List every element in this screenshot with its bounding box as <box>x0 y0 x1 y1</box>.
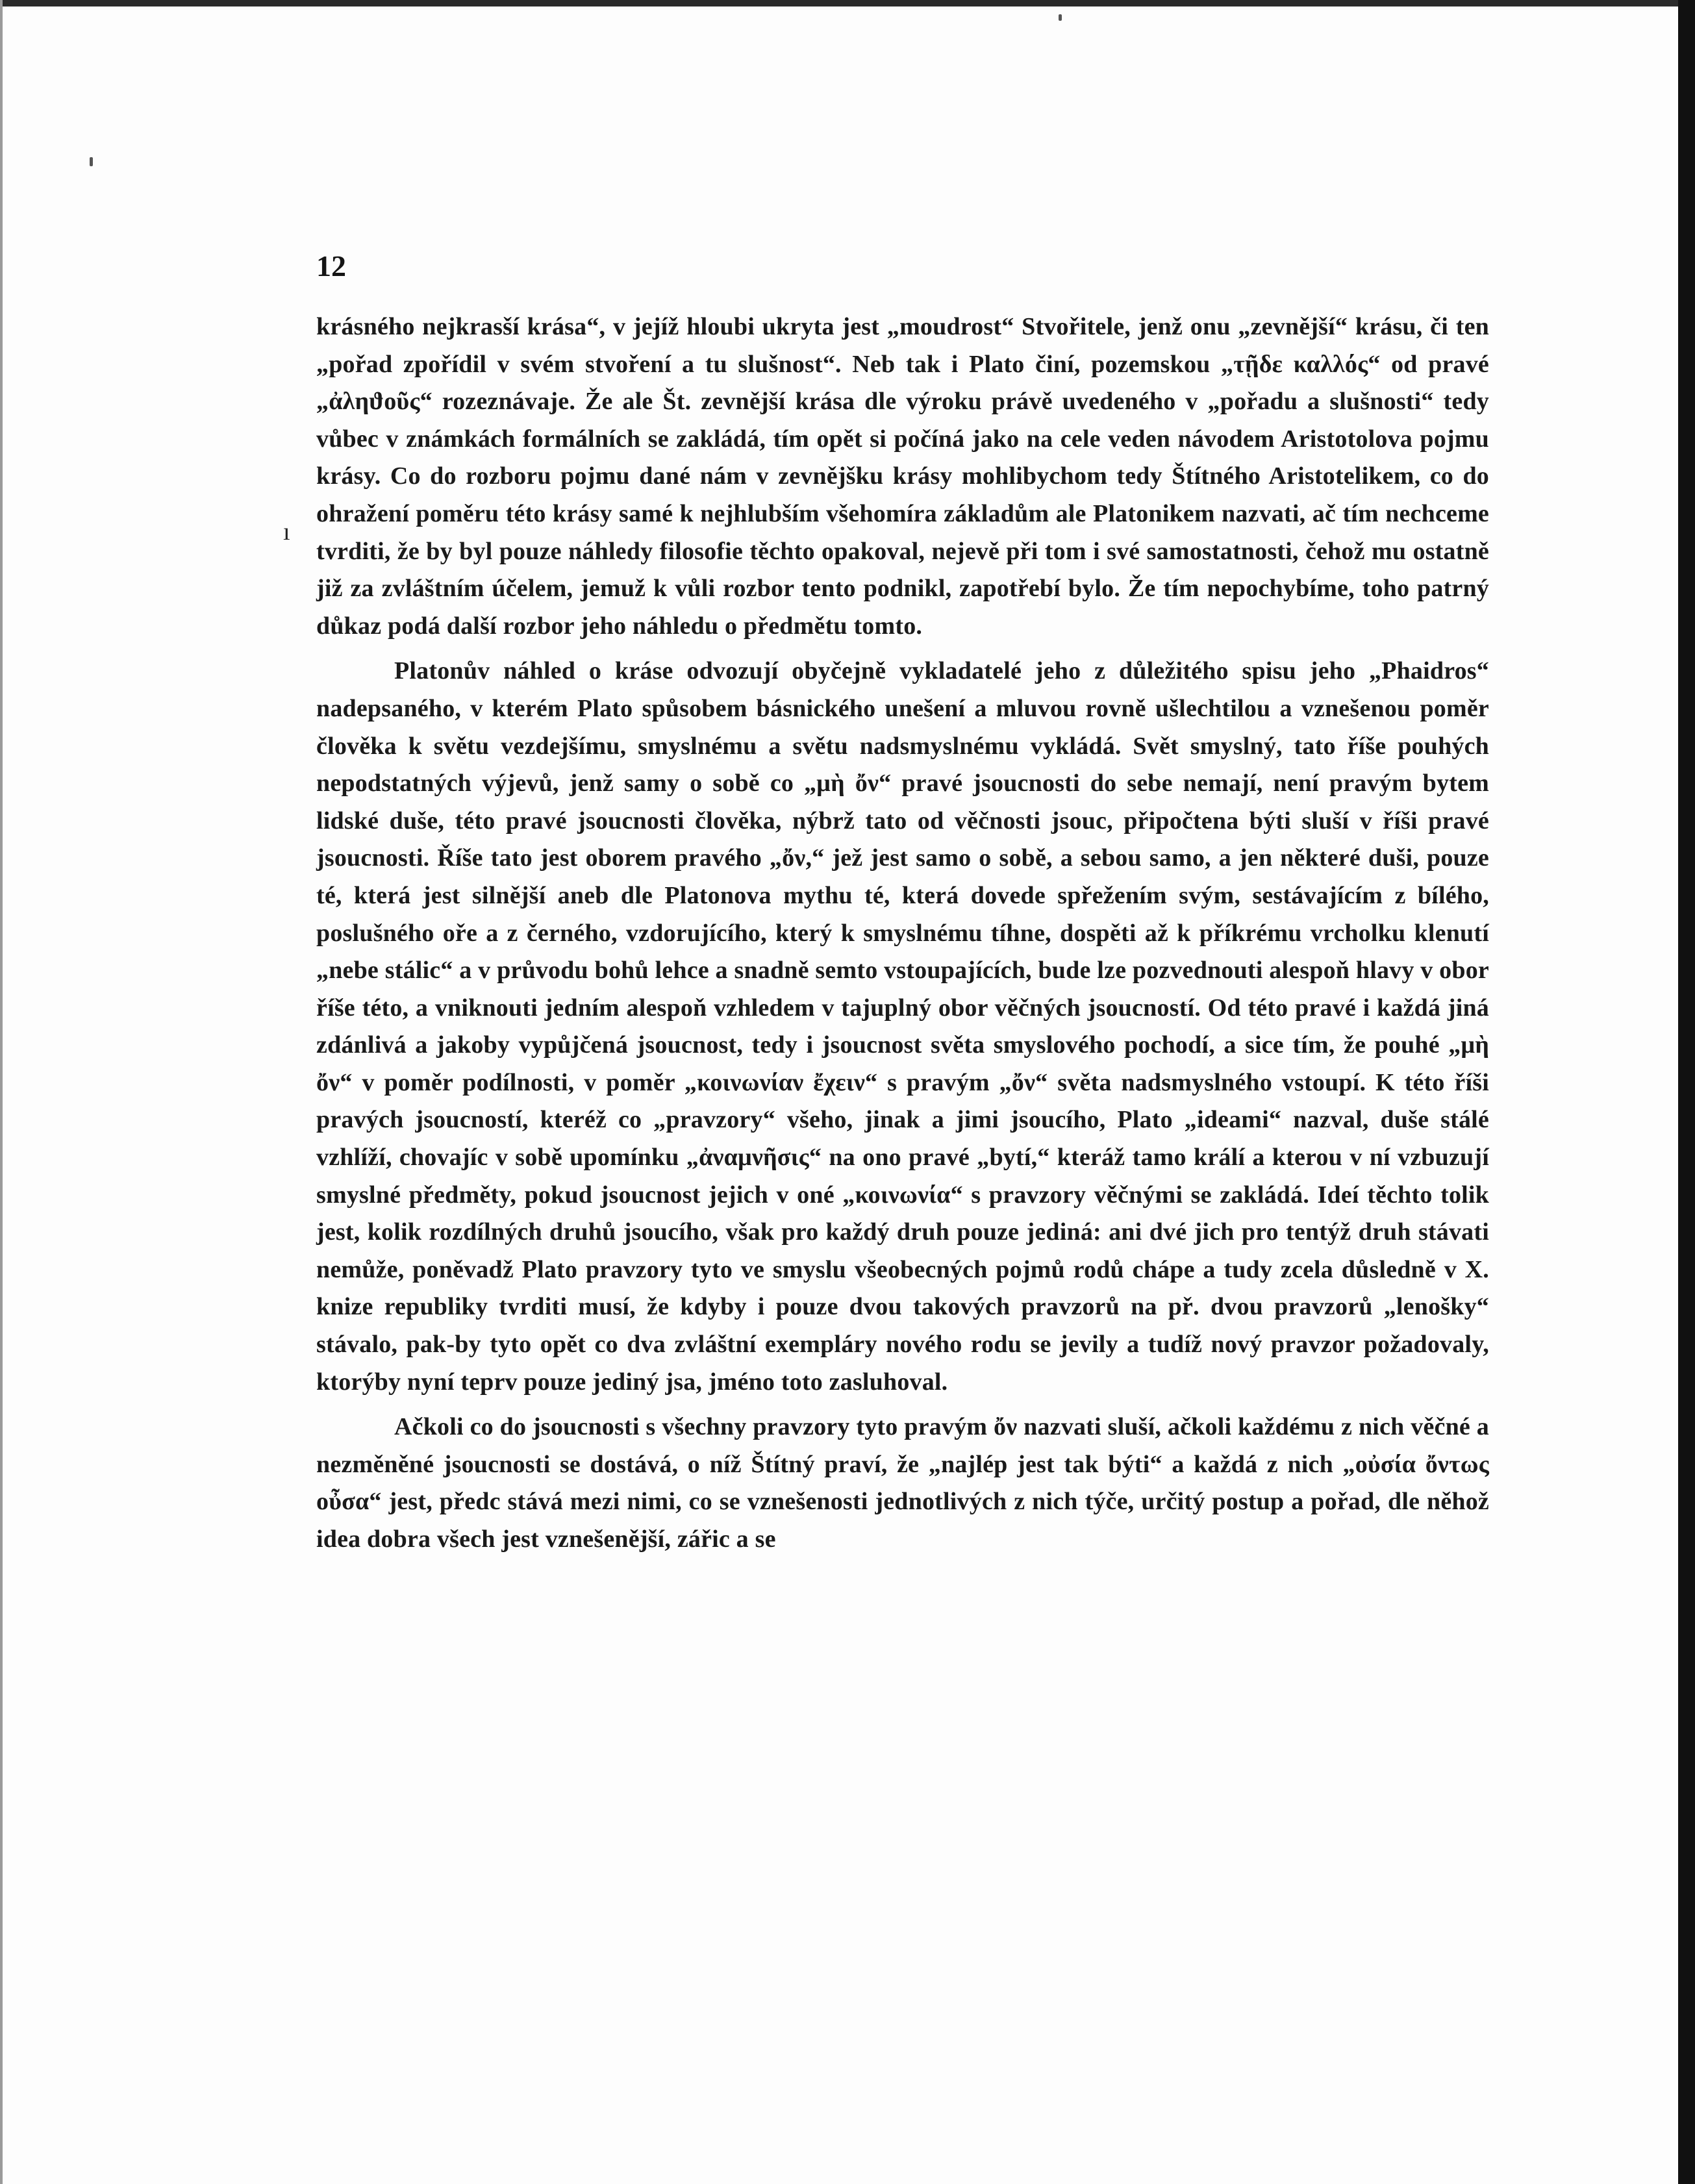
scan-speck <box>90 157 93 166</box>
margin-mark: ı <box>283 518 290 546</box>
page-number: 12 <box>316 249 346 282</box>
scan-edge-left <box>0 0 3 2184</box>
scan-edge-top <box>0 0 1695 6</box>
paragraph-1: krásného nejkrasší krása“, v jejíž hloubi ukryta jest „moudrost“ Stvořitele, jenž onu „zevnější“ krásu, či ten „pořad zpořídil v svém stvoření a tu slušnost“. Neb tak i Plato činí, pozemskou „τῇδε καλλός“ od pravé „ἀληϑοῦς“ rozeznávaje. Že ale Št. zevnější krása dle výroku právě uvedeného v „pořadu a slušnosti“ tedy vůbec v známkách formálních se zakládá, tím opět si počíná jako na cele veden návodem Aristotolova pojmu krásy. Co do rozboru pojmu dané nám v zevnějšku krásy mohlibychom tedy Štítného Aristotelikem, co do ohražení poměru této krásy samé k nejhlubším všehomíra základům ale Platonikem nazvati, ač tím nechceme tvrditi, že by byl pouze náhledy filosofie těchto opakoval, nejevě při tom i své samostatnosti, čehož mu ostatně již za zvláštním účelem, jemuž k vůli rozbor tento podnikl, zapotřebí bylo. Že tím nepochybíme, toho patrný důkaz podá další rozbor jeho náhledu o předmětu tomto. <box>316 313 1489 640</box>
scan-speck <box>1059 14 1062 21</box>
scan-edge-right <box>1678 0 1695 2184</box>
paragraph-3: Ačkoli co do jsoucnosti s všechny pravzory tyto pravým ὄν nazvati sluší, ačkoli každému z nich věčné a nezměněné jsoucnosti se dostává, o níž Štítný praví, že „najlép jest tak býti“ a každá z nich „οὐσία ὄντως οὖσα“ jest, předc stává mezi nimi, co se vznešenosti jednotlivých z nich týče, určitý postup a pořad, dle něhož idea dobra všech jest vznešenější, zářic a se <box>316 1413 1489 1553</box>
paragraph-2: Platonův náhled o kráse odvozují obyčejně vykladatelé jeho z důležitého spisu jeho „Phaidros“ nadepsaného, v kterém Plato spůsobem básnického unešení a mluvou rovně ušlechtilou a vznešenou poměr člověka k světu vezdejšímu, smyslnému a světu nadsmyslnému vykládá. Svět smyslný, tato říše pouhých nepodstatných výjevů, jenž samy o sobě co „μὴ ὄν“ pravé jsoucnosti do sebe nemají, není pravým bytem lidské duše, této pravé jsoucnosti člověka, nýbrž tato od věčnosti jsouc, připočtena býti sluší v říši pravé jsoucnosti. Říše tato jest oborem pravého „ὄν,“ jež jest samo o sobě, a sebou samo, a jen některé duši, pouze té, která jest silnější aneb dle Platonova mythu té, která dovede spřežením svým, sestávajícím z bílého, poslušného oře a z černého, vzdorujícího, který k smyslnému tíhne, dospěti až k příkrému vrcholku klenutí „nebe stálic“ a v průvodu bohů lehce a snadně semto vstoupajících, bude lze pozvednouti alespoň hlavy v obor říše této, a vniknouti jedním alespoň vzhledem v tajuplný obor věčných jsoucností. Od této pravé i každá jiná zdánlivá a jakoby vypůjčená jsoucnost, tedy i jsoucnost světa smyslového pochodí, a sice tím, že pouhé „μὴ ὄν“ v poměr podílnosti, v poměr „κοινωνίαν ἔχειν“ s pravým „ὄν“ světa nadsmyslného vstoupí. K této říši pravých jsoucností, kteréž co „pravzory“ všeho, jinak a jimi jsoucího, Plato „ideami“ nazval, duše stálé vzhlíží, chovajíc v sobě upomínku „ἀναμνῆσις“ na ono pravé „bytí,“ kteráž tamo králí a kterou v ní vzbuzují smyslné předměty, pokud jsoucnost jejich v oné „κοινωνία“ s pravzory věčnými se zakládá. Ideí těchto tolik jest, kolik rozdílných druhů jsoucího, však pro každý druh pouze jediná: ani dvé jich pro tentýž druh stávati nemůže, poněvadž Plato pravzory tyto ve smyslu všeobecných pojmů rodů chápe a tudy zcela důsledně v X. knize republiky tvrditi musí, že kdyby i pouze dvou takových pravzorů na př. dvou pravzorů „lenošky“ stávalo, pak-by tyto opět co dva zvláštní exempláry nového rodu se jevily a tudíž nový pravzor požadovaly, ktorýby nyní teprv pouze jediný jsa, jméno toto zasluhoval. <box>316 657 1489 1396</box>
body-text <box>316 308 1489 1566</box>
